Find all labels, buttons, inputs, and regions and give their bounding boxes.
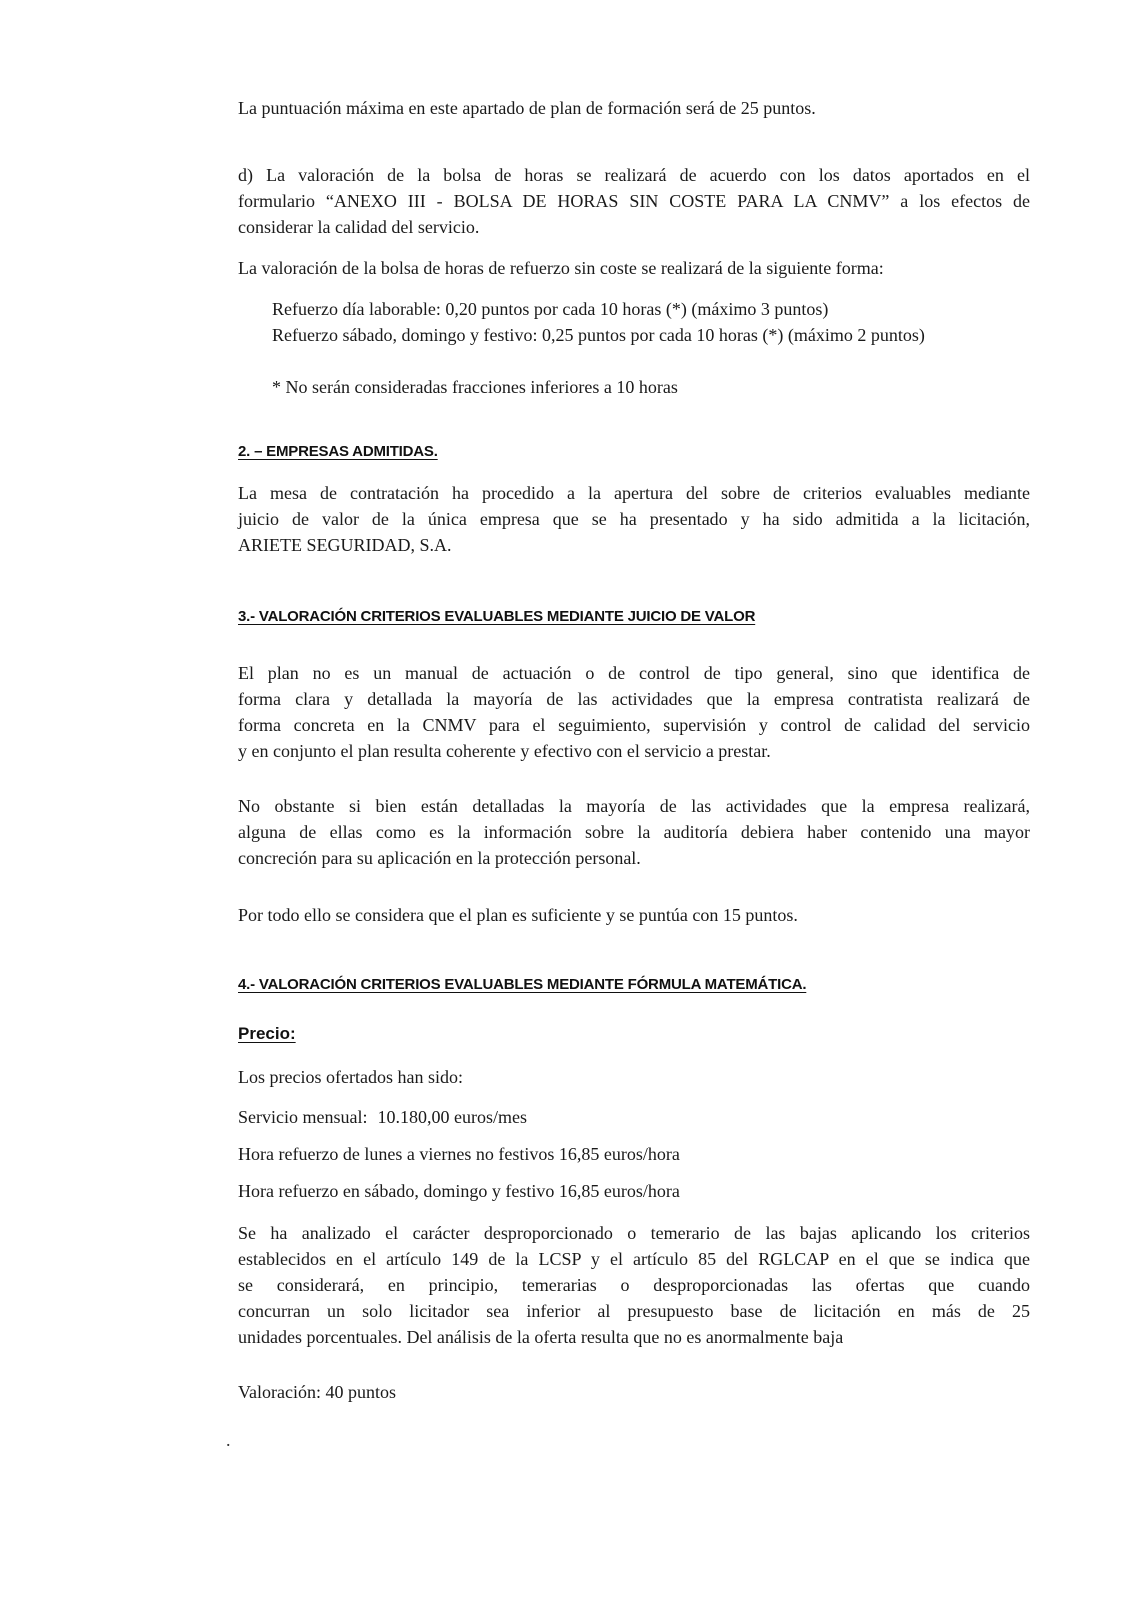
text-line: unidades porcentuales. Del análisis de la oferta resulta que no es anormalmente baja (238, 1327, 844, 1347)
section-4-heading: 4.- VALORACIÓN CRITERIOS EVALUABLES MEDIANTE FÓRMULA MATEMÁTICA. (238, 976, 807, 993)
section-2-paragraph (238, 480, 1030, 558)
section-3-paragraph-1 (238, 660, 1030, 764)
section-3-conclusion (238, 902, 1030, 928)
text-line: Hora refuerzo en sábado, domingo y festivo 16,85 euros/hora (238, 1181, 680, 1201)
text-line: establecidos en el artículo 149 de la LCSP y el artículo 85 del RGLCAP en el que se indica que (238, 1249, 1030, 1269)
monthly-price (238, 1104, 1030, 1130)
section-2-heading: 2. – EMPRESAS ADMITIDAS. (238, 443, 438, 460)
text-line: d) La valoración de la bolsa de horas se realizará de acuerdo con los datos aportados en el (238, 165, 1030, 185)
monthly-price-label: Servicio mensual: (238, 1107, 368, 1127)
text-line: alguna de ellas como es la información sobre la auditoría debiera haber contenido una mayor (238, 822, 1030, 842)
text-line: El plan no es un manual de actuación o de control de tipo general, sino que identifica de (238, 663, 1030, 683)
prices-intro (238, 1064, 1030, 1090)
text-line: Los precios ofertados han sido: (238, 1067, 463, 1087)
price-score (238, 1379, 1030, 1405)
text-line: No obstante si bien están detalladas la mayoría de las actividades que la empresa realizará, (238, 796, 1030, 816)
text-line: Hora refuerzo de lunes a viernes no festivos 16,85 euros/hora (238, 1144, 680, 1164)
text-line: considerar la calidad del servicio. (238, 217, 480, 237)
weekend-rate (238, 1178, 1030, 1204)
text-line: Se ha analizado el carácter desproporcionado o temerario de las bajas aplicando los criterios (238, 1223, 1030, 1243)
text-line: La valoración de la bolsa de horas de refuerzo sin coste se realizará de la siguiente forma: (238, 258, 884, 278)
text-line: forma concreta en la CNMV para el seguimiento, supervisión y control de calidad del servicio (238, 715, 1030, 735)
section-3-paragraph-2 (238, 793, 1030, 871)
stray-mark: . (226, 1430, 231, 1450)
list-item: Refuerzo sábado, domingo y festivo: 0,25 puntos por cada 10 horas (*) (máximo 2 puntos) (272, 325, 925, 345)
monthly-price-value: 10.180,00 euros/mes (377, 1107, 527, 1127)
price-analysis-paragraph (238, 1220, 1030, 1350)
section-3-heading: 3.- VALORACIÓN CRITERIOS EVALUABLES MEDIANTE JUICIO DE VALOR (238, 608, 756, 625)
text-line: La mesa de contratación ha procedido a la apertura del sobre de criterios evaluables mediante (238, 483, 1030, 503)
bolsa-horas-method (238, 255, 1030, 281)
text-line: formulario “ANEXO III - BOLSA DE HORAS SIN COSTE PARA LA CNMV” a los efectos de (238, 191, 1030, 211)
text-line: ARIETE SEGURIDAD, S.A. (238, 535, 452, 555)
weekday-rate (238, 1141, 1030, 1167)
list-item: Refuerzo día laborable: 0,20 puntos por cada 10 horas (*) (máximo 3 puntos) (272, 299, 829, 319)
text-line: concreción para su aplicación en la protección personal. (238, 848, 641, 868)
text-line: juicio de valor de la única empresa que se ha presentado y ha sido admitida a la licitación, (238, 509, 1030, 529)
bolsa-horas-note (272, 374, 1030, 400)
text-line: se considerará, en principio, temerarias o desproporcionadas las ofertas que cuando (238, 1275, 1030, 1295)
bolsa-horas-intro-paragraph (238, 162, 1030, 240)
text-line: La puntuación máxima en este apartado de plan de formación será de 25 puntos. (238, 98, 816, 118)
precio-subheading: Precio: (238, 1024, 296, 1043)
plan-formacion-max-score (238, 95, 1030, 121)
text-line: Valoración: 40 puntos (238, 1382, 396, 1402)
text-line: Por todo ello se considera que el plan es suficiente y se puntúa con 15 puntos. (238, 905, 798, 925)
text-line: forma clara y detallada la mayoría de las actividades que la empresa contratista realizará de (238, 689, 1030, 709)
text-line: y en conjunto el plan resulta coherente y efectivo con el servicio a prestar. (238, 741, 771, 761)
text-line: * No serán consideradas fracciones inferiores a 10 horas (272, 377, 678, 397)
bolsa-horas-items (272, 296, 1030, 348)
text-line: concurran un solo licitador sea inferior al presupuesto base de licitación en más de 25 (238, 1301, 1030, 1321)
